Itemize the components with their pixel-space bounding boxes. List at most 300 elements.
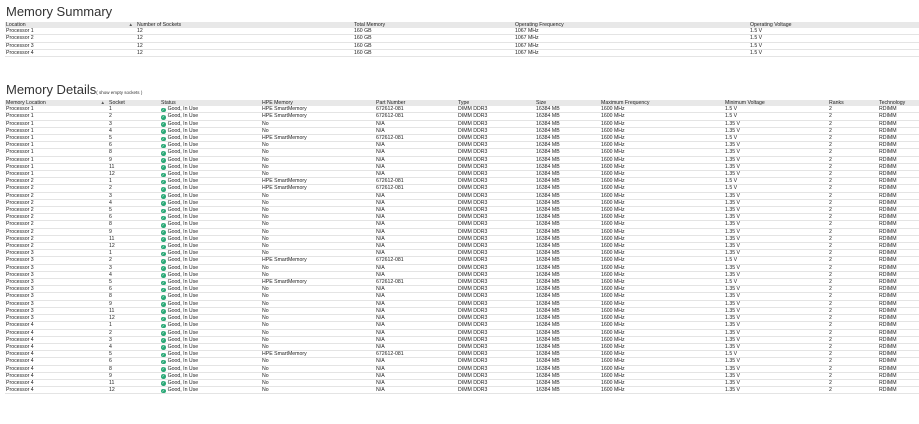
cell-value: 2 [829,149,832,156]
table-cell [108,135,160,142]
cell-value: 2 [829,199,832,206]
column-header-total-memory[interactable] [353,22,514,28]
table-cell [261,214,375,221]
table-cell [108,365,160,372]
sort-ascending-icon[interactable]: ▲ [128,22,133,27]
cell-value: 1600 MHz [601,315,625,322]
column-header-operating-voltage[interactable] [749,22,919,28]
table-cell [375,264,457,271]
cell-value: 16384 MB [536,257,560,264]
cell-value: Processor 1 [6,106,34,113]
cell-value: Good, In Use [167,307,199,314]
check-circle-icon: ✓ [161,258,165,263]
cell-value: 1600 MHz [601,142,625,149]
table-cell [108,343,160,350]
cell-value: 2 [829,293,832,300]
cell-value: Processor 2 [6,214,34,221]
table-cell [375,343,457,350]
cell-value: 1600 MHz [601,322,625,329]
cell-value: HPE SmartMemory [262,178,307,185]
cell-value: DIMM DDR3 [458,286,488,293]
cell-value: DIMM DDR3 [458,365,488,372]
table-cell [878,171,919,178]
table-cell [108,156,160,163]
table-cell [375,106,457,113]
cell-value: RDIMM [879,250,897,257]
cell-value: 1.35 V [725,286,740,293]
table-cell [108,300,160,307]
cell-value: 12 [137,35,143,42]
column-header-number-of-sockets[interactable] [136,22,353,28]
cell-value: 1600 MHz [601,106,625,113]
cell-value: Processor 3 [6,315,34,322]
table-cell [5,387,108,394]
cell-value: 1.35 V [725,243,740,250]
cell-value: 4 [109,343,112,350]
cell-value: 1600 MHz [601,171,625,178]
column-header-part-number[interactable] [375,100,457,106]
table-cell [878,235,919,242]
cell-value: 16384 MB [536,243,560,250]
table-cell [108,120,160,127]
cell-value: DIMM DDR3 [458,358,488,365]
cell-value: 1600 MHz [601,235,625,242]
cell-value: Processor 2 [6,235,34,242]
cell-value: Processor 4 [6,336,34,343]
table-cell [600,307,724,314]
cell-value: 2 [829,127,832,134]
table-cell [828,264,878,271]
table-cell [5,358,108,365]
cell-value: 2 [829,315,832,322]
table-cell [457,271,535,278]
table-cell [375,221,457,228]
table-cell [108,379,160,386]
table-cell [457,365,535,372]
cell-value: No [262,228,269,235]
table-cell [600,156,724,163]
table-cell [724,214,828,221]
cell-value: 6 [109,214,112,221]
table-cell [457,351,535,358]
table-cell [828,343,878,350]
table-cell [724,365,828,372]
table-cell [457,315,535,322]
cell-value: 2 [829,387,832,394]
table-cell [5,156,108,163]
table-row [5,192,919,199]
table-cell [457,106,535,113]
cell-value: 4 [109,271,112,278]
cell-value: 16384 MB [536,293,560,300]
table-cell [514,35,749,42]
table-cell [160,163,261,170]
table-cell [600,250,724,257]
column-header-status[interactable] [160,100,261,106]
cell-value: N/A [376,149,385,156]
table-cell [160,329,261,336]
cell-value: RDIMM [879,315,897,322]
table-cell [600,221,724,228]
check-circle-icon: ✓ [161,165,165,170]
table-cell [261,199,375,206]
cell-value: 1600 MHz [601,214,625,221]
table-cell [353,42,514,49]
table-cell [535,156,600,163]
column-header-maximum-frequency[interactable] [600,100,724,106]
cell-value: Good, In Use [167,293,199,300]
table-cell [5,120,108,127]
table-cell [160,214,261,221]
column-header-hpe-memory[interactable] [261,100,375,106]
show-empty-sockets-link[interactable]: show empty sockets [99,90,140,95]
cell-value: DIMM DDR3 [458,271,488,278]
cell-value: N/A [376,207,385,214]
column-header-operating-frequency[interactable] [514,22,749,28]
table-cell [878,199,919,206]
cell-value: No [262,192,269,199]
cell-value: 8 [109,221,112,228]
cell-value: 1.35 V [725,199,740,206]
column-header-location[interactable] [5,22,136,28]
table-cell [535,135,600,142]
cell-value: 1600 MHz [601,135,625,142]
table-cell [724,135,828,142]
table-cell [724,221,828,228]
table-cell [261,207,375,214]
table-cell [878,372,919,379]
table-cell [5,279,108,286]
cell-value: 1.35 V [725,293,740,300]
table-cell [375,192,457,199]
cell-value: DIMM DDR3 [458,250,488,257]
cell-value: 2 [829,235,832,242]
table-cell [375,171,457,178]
cell-value: Processor 4 [6,358,34,365]
table-cell [600,178,724,185]
column-header-memory-location[interactable] [5,100,108,106]
table-cell [724,286,828,293]
cell-value: 672612-081 [376,351,404,358]
cell-value: No [262,163,269,170]
cell-value: No [262,207,269,214]
cell-value: 1600 MHz [601,120,625,127]
column-header-minimum-voltage[interactable] [724,100,828,106]
table-cell [828,250,878,257]
cell-value: 16384 MB [536,214,560,221]
table-cell [828,365,878,372]
column-header-label: Part Number [376,100,406,106]
cell-value: Good, In Use [167,351,199,358]
table-cell [108,307,160,314]
cell-value: 2 [829,221,832,228]
cell-value: RDIMM [879,221,897,228]
table-cell [535,178,600,185]
table-row [5,113,919,120]
cell-value: 4 [109,199,112,206]
table-cell [5,178,108,185]
table-cell [878,293,919,300]
column-header-ranks[interactable] [828,100,878,106]
table-cell [375,185,457,192]
table-cell [828,192,878,199]
cell-value: DIMM DDR3 [458,343,488,350]
table-cell [353,28,514,35]
cell-value: 16384 MB [536,185,560,192]
cell-value: 2 [829,185,832,192]
table-cell [136,35,353,42]
table-cell [261,120,375,127]
cell-value: DIMM DDR3 [458,185,488,192]
table-cell [724,343,828,350]
table-cell [5,35,136,42]
table-cell [828,120,878,127]
check-circle-icon: ✓ [161,323,165,328]
column-header-technology[interactable] [878,100,919,106]
cell-value: 16384 MB [536,315,560,322]
check-circle-icon: ✓ [161,237,165,242]
cell-value: 1.35 V [725,214,740,221]
check-circle-icon: ✓ [161,230,165,235]
column-header-size[interactable] [535,100,600,106]
table-cell [375,214,457,221]
table-cell [375,243,457,250]
cell-value: 2 [829,163,832,170]
table-cell [600,279,724,286]
cell-value: 1.35 V [725,372,740,379]
table-cell [878,120,919,127]
table-cell [514,42,749,49]
table-cell [878,243,919,250]
cell-value: HPE SmartMemory [262,257,307,264]
table-cell [5,379,108,386]
cell-value: 3 [109,336,112,343]
table-row [5,343,919,350]
cell-value: Processor 3 [6,279,34,286]
table-row [5,135,919,142]
table-cell [261,372,375,379]
table-cell [457,307,535,314]
table-cell [724,163,828,170]
table-cell [108,264,160,271]
cell-value: N/A [376,120,385,127]
table-cell [375,127,457,134]
check-circle-icon: ✓ [161,374,165,379]
table-cell [878,300,919,307]
cell-value: Good, In Use [167,106,199,113]
cell-value: N/A [376,315,385,322]
cell-value: RDIMM [879,228,897,235]
table-cell [108,293,160,300]
table-cell [375,322,457,329]
table-cell [108,271,160,278]
cell-value: RDIMM [879,279,897,286]
table-cell [261,113,375,120]
table-row [5,372,919,379]
table-cell [375,235,457,242]
table-cell [828,142,878,149]
cell-value: 1600 MHz [601,113,625,120]
cell-value: 2 [829,343,832,350]
table-cell [535,142,600,149]
table-cell [724,387,828,394]
cell-value: 2 [829,300,832,307]
table-cell [535,286,600,293]
table-cell [457,163,535,170]
table-cell [5,221,108,228]
table-cell [600,199,724,206]
table-row [5,163,919,170]
cell-value: DIMM DDR3 [458,307,488,314]
check-circle-icon: ✓ [161,331,165,335]
check-circle-icon: ✓ [161,222,165,227]
cell-value: No [262,336,269,343]
table-cell [457,293,535,300]
table-row [5,300,919,307]
column-header-label: Location [6,22,26,28]
table-cell [828,235,878,242]
table-cell [724,156,828,163]
table-cell [160,106,261,113]
cell-value: Good, In Use [167,192,199,199]
cell-value: DIMM DDR3 [458,192,488,199]
table-cell [5,343,108,350]
cell-value: 1 [109,106,112,113]
cell-value: RDIMM [879,336,897,343]
table-cell [600,142,724,149]
cell-value: 2 [829,192,832,199]
check-circle-icon: ✓ [161,208,165,213]
table-cell [600,257,724,264]
table-cell [160,307,261,314]
table-cell [724,379,828,386]
cell-value: 12 [109,315,115,322]
cell-value: 2 [109,113,112,120]
table-cell [878,178,919,185]
check-circle-icon: ✓ [161,338,165,343]
table-cell [108,387,160,394]
cell-value: 16384 MB [536,351,560,358]
table-cell [878,379,919,386]
table-cell [600,271,724,278]
cell-value: N/A [376,250,385,257]
cell-value: N/A [376,264,385,271]
table-cell [261,264,375,271]
table-cell [375,300,457,307]
cell-value: 1.35 V [725,156,740,163]
column-header-socket[interactable] [108,100,160,106]
cell-value: Good, In Use [167,279,199,286]
cell-value: 1 [109,250,112,257]
cell-value: DIMM DDR3 [458,293,488,300]
table-cell [724,127,828,134]
table-cell [5,42,136,49]
table-row [5,171,919,178]
cell-value: Processor 3 [6,307,34,314]
cell-value: 1600 MHz [601,185,625,192]
table-cell [108,243,160,250]
table-cell [160,250,261,257]
cell-value: 2 [829,336,832,343]
cell-value: DIMM DDR3 [458,120,488,127]
cell-value: 672612-081 [376,257,404,264]
table-cell [724,329,828,336]
cell-value: Good, In Use [167,257,199,264]
table-cell [828,171,878,178]
table-cell [535,307,600,314]
table-cell [724,199,828,206]
table-cell [5,322,108,329]
table-cell [375,156,457,163]
cell-value: 2 [829,214,832,221]
cell-value: 1600 MHz [601,243,625,250]
table-cell [535,343,600,350]
table-cell [160,372,261,379]
table-cell [5,163,108,170]
table-cell [724,149,828,156]
cell-value: 1600 MHz [601,307,625,314]
cell-value: 672612-081 [376,135,404,142]
table-cell [375,257,457,264]
cell-value: 3 [109,264,112,271]
table-cell [5,199,108,206]
sort-ascending-icon[interactable]: ▲ [100,100,105,105]
cell-value: HPE SmartMemory [262,106,307,113]
table-cell [878,322,919,329]
cell-value: 16384 MB [536,379,560,386]
table-cell [375,387,457,394]
cell-value: Good, In Use [167,214,199,221]
cell-value: No [262,264,269,271]
table-cell [375,163,457,170]
table-cell [878,358,919,365]
table-cell [600,235,724,242]
cell-value: Processor 1 [6,171,34,178]
cell-value: N/A [376,293,385,300]
table-row [5,351,919,358]
cell-value: DIMM DDR3 [458,106,488,113]
memory-summary-table [5,22,919,57]
cell-value: 16384 MB [536,106,560,113]
cell-value: 160 GB [354,28,372,35]
cell-value: Processor 1 [6,142,34,149]
table-cell [108,336,160,343]
table-cell [160,127,261,134]
table-cell [261,365,375,372]
cell-value: RDIMM [879,106,897,113]
cell-value: Good, In Use [167,199,199,206]
cell-value: Processor 4 [6,49,34,56]
table-cell [261,271,375,278]
table-cell [375,286,457,293]
cell-value: 1.35 V [725,171,740,178]
column-header-type[interactable] [457,100,535,106]
table-cell [600,171,724,178]
cell-value: 1600 MHz [601,329,625,336]
cell-value: Processor 2 [6,228,34,235]
cell-value: N/A [376,171,385,178]
table-cell [108,142,160,149]
cell-value: 3 [109,192,112,199]
table-cell [160,279,261,286]
table-cell [108,372,160,379]
cell-value: Processor 1 [6,120,34,127]
cell-value: 11 [109,379,115,386]
cell-value: 1600 MHz [601,192,625,199]
column-header-label: Status [161,100,176,106]
cell-value: Good, In Use [167,343,199,350]
cell-value: DIMM DDR3 [458,300,488,307]
